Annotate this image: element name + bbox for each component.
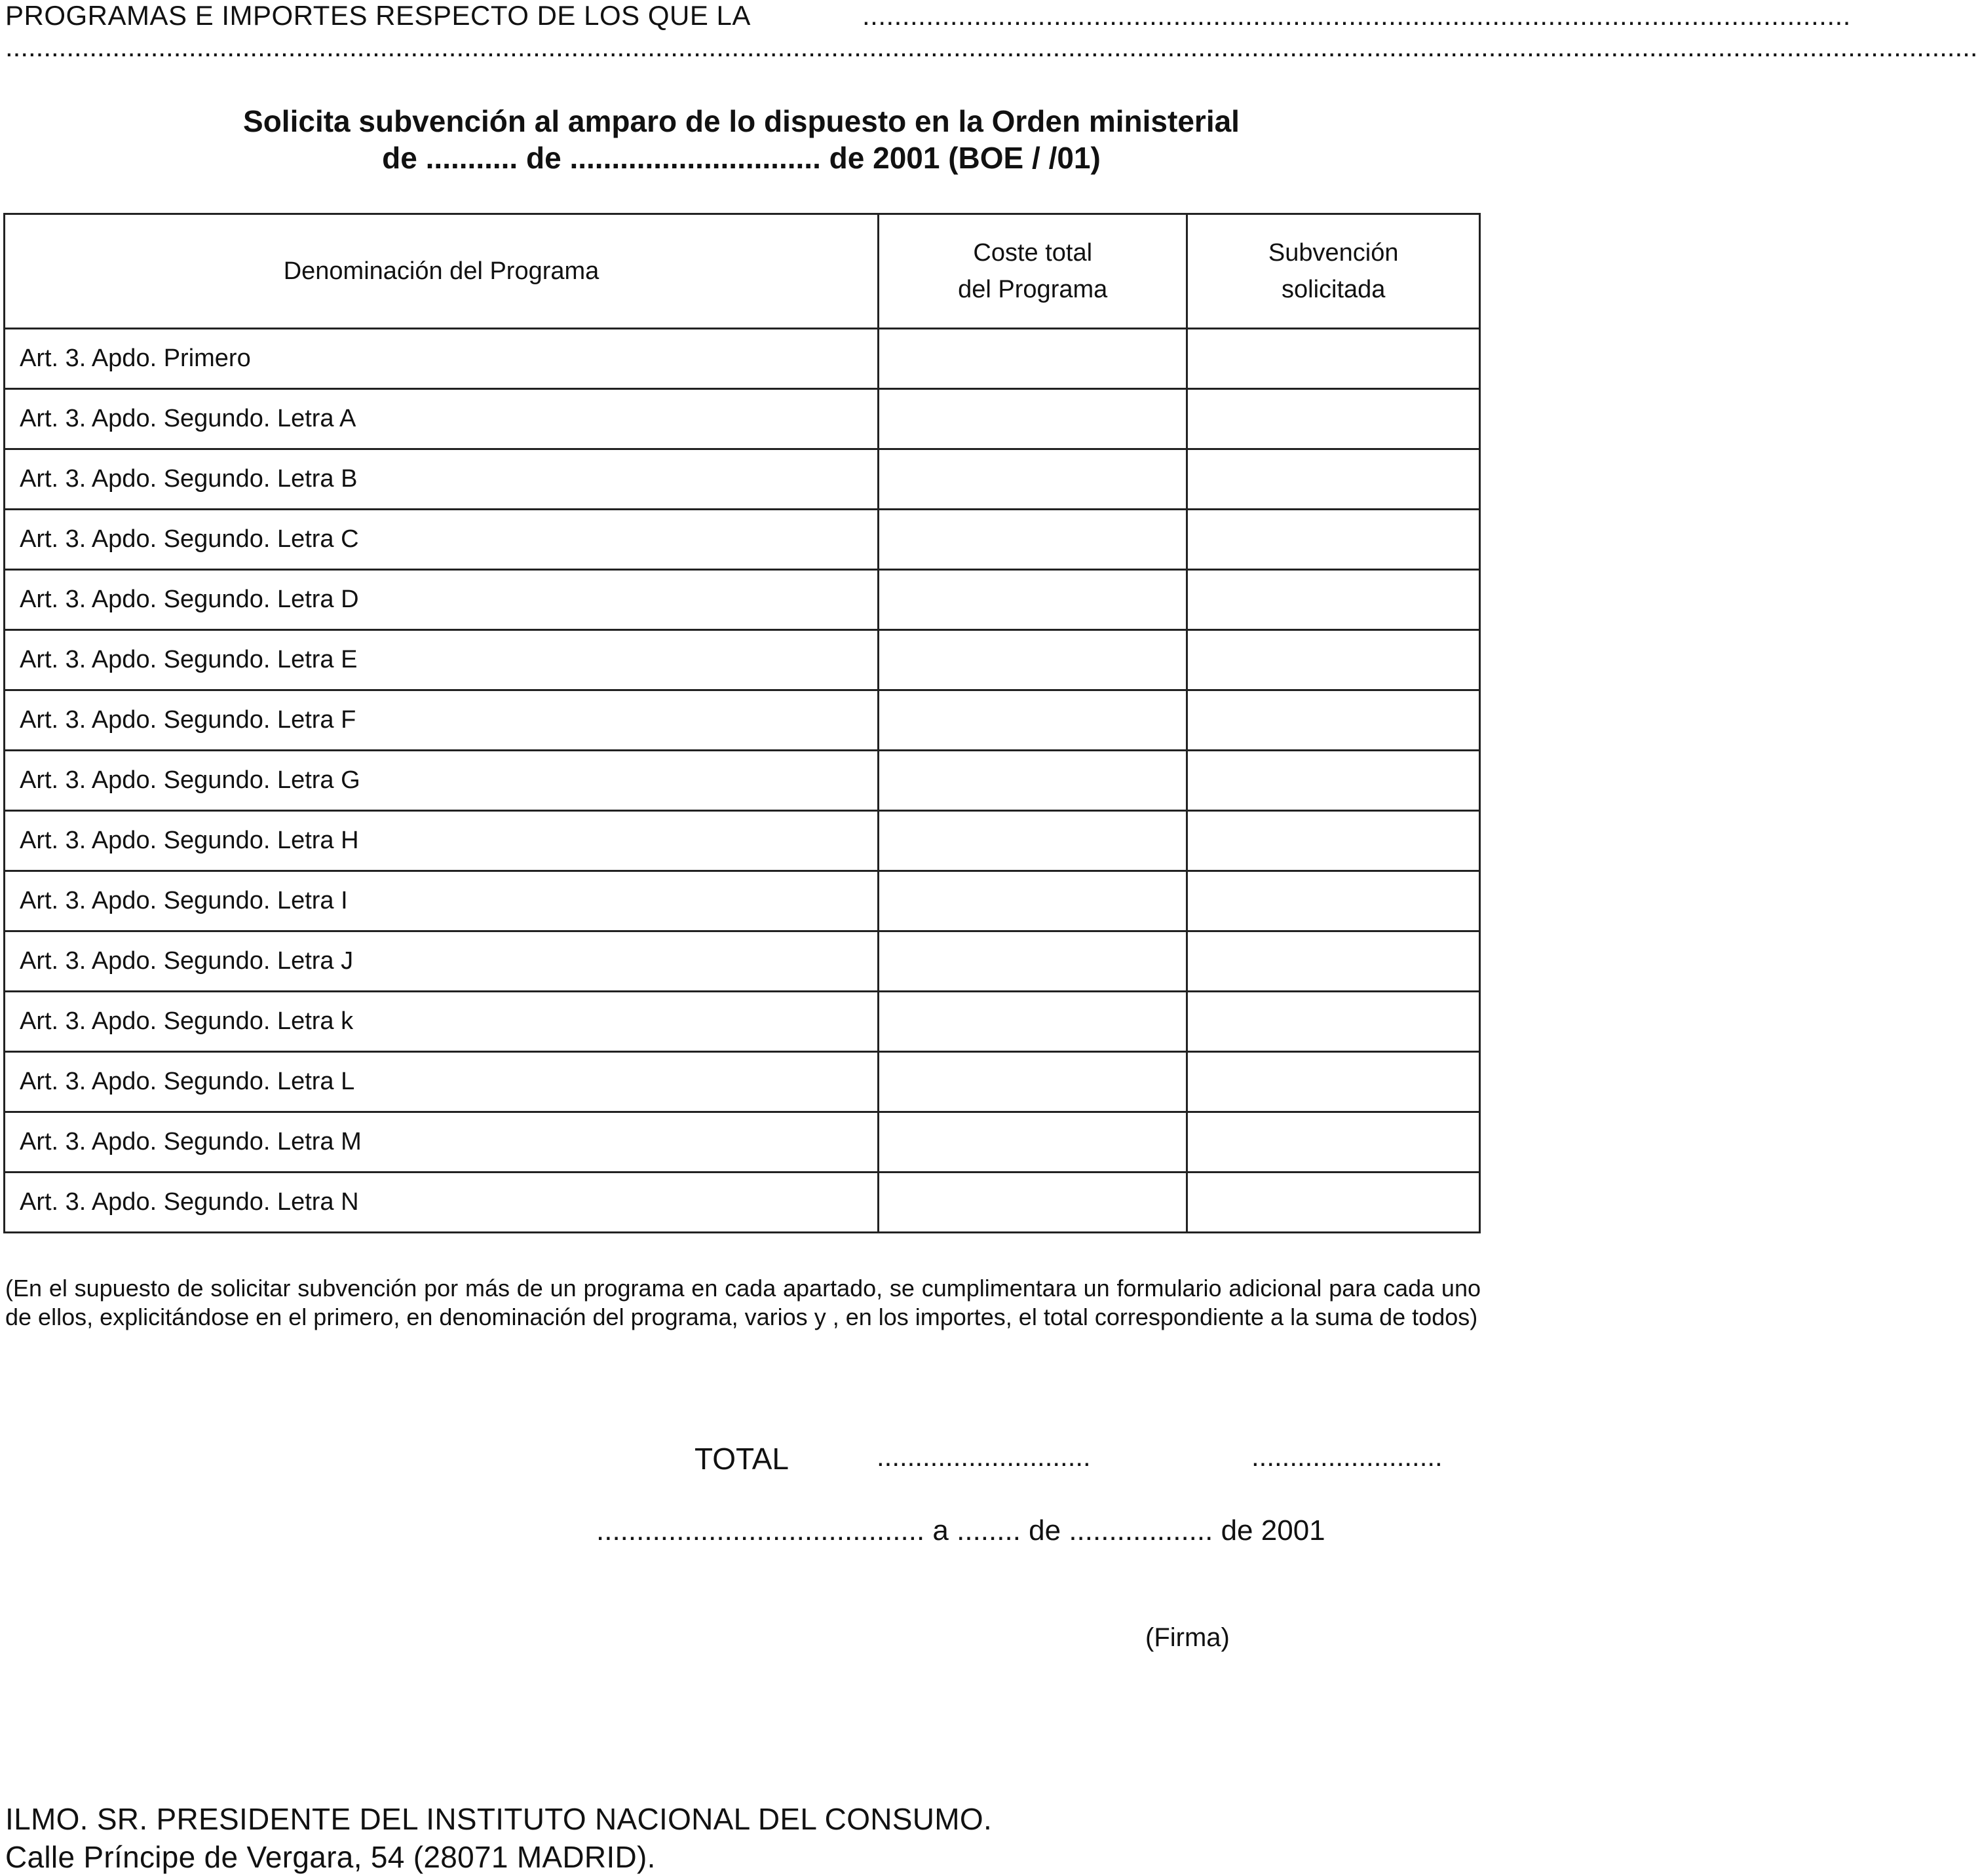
requested-subsidy-cell[interactable] xyxy=(1187,690,1480,751)
programs-table xyxy=(3,213,1481,1233)
total-cost-cell[interactable] xyxy=(879,1172,1187,1233)
requested-subsidy-cell[interactable] xyxy=(1187,751,1480,811)
table-row xyxy=(5,992,1480,1052)
requested-subsidy-cell[interactable] xyxy=(1187,630,1480,690)
program-name-cell: Art. 3. Apdo. Segundo. Letra J xyxy=(5,931,879,992)
header-program-name-label: Denominación del Programa xyxy=(283,257,599,285)
table-row xyxy=(5,329,1480,389)
total-cost-cell[interactable] xyxy=(879,931,1187,992)
table-row xyxy=(5,751,1480,811)
program-name-cell: Art. 3. Apdo. Segundo. Letra E xyxy=(5,630,879,690)
page-title-line-2: de ........... de .............................. de 2001 (BOE / /01) xyxy=(382,141,1101,175)
program-name-cell: Art. 3. Apdo. Segundo. Letra N xyxy=(5,1172,879,1233)
header-cost-line-2: del Programa xyxy=(958,276,1108,303)
program-name-cell: Art. 3. Apdo. Segundo. Letra C xyxy=(5,510,879,570)
instructions-note: (En el supuesto de solicitar subvención por más de un programa en cada apartado, se cumplimentara un formulario adicional para cada uno de ellos, explicitándose en el primero, en denominación del programa, varios y , en los importes, el total correspondiente a la suma de todos) xyxy=(5,1275,1481,1330)
table-row xyxy=(5,871,1480,931)
place-date-line[interactable]: ......................................... a ........ de .................. de 2001 xyxy=(596,1514,1325,1547)
total-cost-cell[interactable] xyxy=(879,510,1187,570)
program-name-cell: Art. 3. Apdo. Segundo. Letra D xyxy=(5,570,879,630)
page-title-line-1: Solicita subvención al amparo de lo dispuesto en la Orden ministerial xyxy=(243,104,1240,138)
header-subsidy-line-1: Subvención xyxy=(1268,239,1399,267)
total-cost-cell[interactable] xyxy=(879,811,1187,871)
total-cost-cell[interactable] xyxy=(879,1112,1187,1172)
header-fill-dots[interactable]: ............................................................................................................................ xyxy=(862,0,1851,31)
program-name-cell: Art. 3. Apdo. Segundo. Letra H xyxy=(5,811,879,871)
table-row xyxy=(5,449,1480,510)
program-name-cell: Art. 3. Apdo. Segundo. Letra B xyxy=(5,449,879,510)
total-subsidy-field[interactable]: ......................... xyxy=(1251,1441,1443,1472)
header-text: PROGRAMAS E IMPORTES RESPECTO DE LOS QUE LA xyxy=(5,0,751,31)
program-name-cell: Art. 3. Apdo. Segundo. Letra k xyxy=(5,992,879,1052)
total-cost-cell[interactable] xyxy=(879,630,1187,690)
program-name-cell: Art. 3. Apdo. Segundo. Letra M xyxy=(5,1112,879,1172)
table-row xyxy=(5,1112,1480,1172)
total-cost-cell[interactable] xyxy=(879,449,1187,510)
header-fill-line[interactable]: .................................................................................................................................................................................................................................................................. xyxy=(5,31,1978,62)
address-line: Calle Príncipe de Vergara, 54 (28071 MADRID). xyxy=(5,1840,656,1874)
header-program-name xyxy=(5,214,879,329)
table-row xyxy=(5,1052,1480,1112)
total-cost-cell[interactable] xyxy=(879,751,1187,811)
total-cost-cell[interactable] xyxy=(879,389,1187,449)
total-cost-cell[interactable] xyxy=(879,992,1187,1052)
requested-subsidy-cell[interactable] xyxy=(1187,329,1480,389)
requested-subsidy-cell[interactable] xyxy=(1187,931,1480,992)
total-cost-cell[interactable] xyxy=(879,871,1187,931)
program-name-cell: Art. 3. Apdo. Primero xyxy=(5,329,879,389)
header-cost-line-1: Coste total xyxy=(973,239,1093,267)
requested-subsidy-cell[interactable] xyxy=(1187,811,1480,871)
total-cost-cell[interactable] xyxy=(879,329,1187,389)
recipient-line: ILMO. SR. PRESIDENTE DEL INSTITUTO NACIONAL DEL CONSUMO. xyxy=(5,1802,993,1836)
table-row xyxy=(5,510,1480,570)
signature-label: (Firma) xyxy=(1145,1623,1230,1652)
table-row xyxy=(5,931,1480,992)
total-cost-cell[interactable] xyxy=(879,1052,1187,1112)
requested-subsidy-cell[interactable] xyxy=(1187,1172,1480,1233)
header-line xyxy=(5,0,1851,31)
header-subsidy-line-2: solicitada xyxy=(1282,276,1386,303)
requested-subsidy-cell[interactable] xyxy=(1187,1112,1480,1172)
table-row xyxy=(5,690,1480,751)
header-total-cost xyxy=(879,214,1187,329)
header-requested-subsidy xyxy=(1187,214,1480,329)
table-header-row xyxy=(5,214,1480,329)
requested-subsidy-cell[interactable] xyxy=(1187,992,1480,1052)
total-cost-field[interactable]: ............................ xyxy=(877,1441,1091,1472)
requested-subsidy-cell[interactable] xyxy=(1187,871,1480,931)
program-name-cell: Art. 3. Apdo. Segundo. Letra A xyxy=(5,389,879,449)
program-name-cell: Art. 3. Apdo. Segundo. Letra L xyxy=(5,1052,879,1112)
table-row xyxy=(5,389,1480,449)
program-name-cell: Art. 3. Apdo. Segundo. Letra F xyxy=(5,690,879,751)
requested-subsidy-cell[interactable] xyxy=(1187,570,1480,630)
requested-subsidy-cell[interactable] xyxy=(1187,510,1480,570)
table-row xyxy=(5,630,1480,690)
table-row xyxy=(5,811,1480,871)
program-name-cell: Art. 3. Apdo. Segundo. Letra I xyxy=(5,871,879,931)
requested-subsidy-cell[interactable] xyxy=(1187,1052,1480,1112)
total-cost-cell[interactable] xyxy=(879,690,1187,751)
table-row xyxy=(5,570,1480,630)
total-label: TOTAL xyxy=(694,1442,789,1476)
total-cost-cell[interactable] xyxy=(879,570,1187,630)
requested-subsidy-cell[interactable] xyxy=(1187,389,1480,449)
requested-subsidy-cell[interactable] xyxy=(1187,449,1480,510)
program-name-cell: Art. 3. Apdo. Segundo. Letra G xyxy=(5,751,879,811)
table-row xyxy=(5,1172,1480,1233)
